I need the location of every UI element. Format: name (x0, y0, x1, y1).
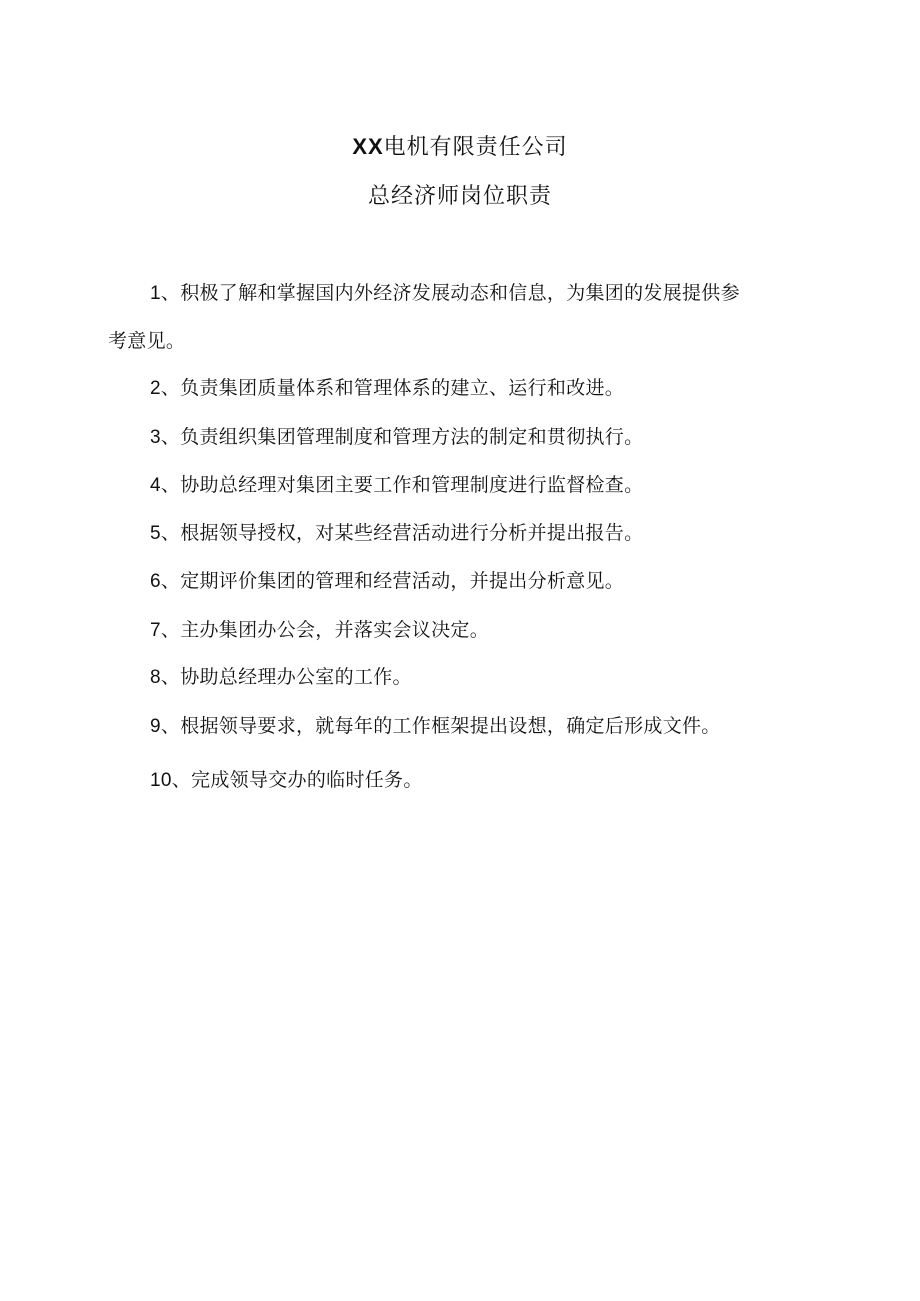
duty-number: 10 (150, 770, 172, 791)
duty-item-1 (150, 278, 740, 305)
duty-text: 完成领导交办的临时任务。 (191, 769, 423, 791)
duty-text: 积极了解和掌握国内外经济发展动态和信息，为集团的发展提供参 (180, 282, 740, 304)
duty-separator: 、 (160, 426, 181, 448)
duty-item-5 (150, 518, 643, 545)
duty-text: 定期评价集团的管理和经营活动，并提出分析意见。 (180, 570, 625, 592)
duty-number: 2 (150, 378, 161, 399)
duty-text: 负责集团质量体系和管理体系的建立、运行和改进。 (180, 377, 625, 399)
duty-separator: 、 (171, 769, 192, 791)
duty-number: 3 (150, 427, 161, 448)
duty-separator: 、 (160, 570, 181, 592)
duty-item-3 (150, 422, 643, 449)
duty-separator: 、 (160, 619, 181, 641)
duty-item-8 (150, 662, 412, 689)
duty-text: 根据领导授权，对某些经营活动进行分析并提出报告。 (180, 522, 644, 544)
duty-number: 6 (150, 571, 161, 592)
duty-item-9 (150, 711, 721, 738)
duty-item-2 (150, 373, 624, 400)
duty-number: 7 (150, 620, 161, 641)
duty-number: 4 (150, 475, 161, 496)
duty-text: 负责组织集团管理制度和管理方法的制定和贯彻执行。 (180, 426, 644, 448)
duty-separator: 、 (160, 522, 181, 544)
duty-text: 协助总经理办公室的工作。 (180, 666, 412, 688)
duty-text: 根据领导要求，就每年的工作框架提出设想，确定后形成文件。 (180, 715, 721, 737)
duty-item-10 (150, 765, 423, 792)
duty-item-7 (150, 615, 489, 642)
duty-item-6 (150, 566, 624, 593)
company-title-prefix: XX (352, 134, 384, 159)
duty-item-1-continuation: 考意见。 (108, 330, 186, 352)
duty-separator: 、 (160, 377, 181, 399)
duty-separator: 、 (160, 282, 181, 304)
position-title: 总经济师岗位职责 (367, 184, 552, 209)
company-title-rest: 电机有限责任公司 (383, 135, 568, 160)
duty-item-4 (150, 470, 643, 497)
duty-number: 5 (150, 523, 161, 544)
duty-separator: 、 (160, 474, 181, 496)
company-title (0, 130, 920, 161)
duty-number: 8 (150, 667, 161, 688)
duty-separator: 、 (160, 666, 181, 688)
duty-separator: 、 (160, 715, 181, 737)
duty-text: 协助总经理对集团主要工作和管理制度进行监督检查。 (180, 474, 644, 496)
duty-number: 9 (150, 716, 161, 737)
duty-text: 主办集团办公会，并落实会议决定。 (180, 619, 489, 641)
duty-number: 1 (150, 283, 161, 304)
